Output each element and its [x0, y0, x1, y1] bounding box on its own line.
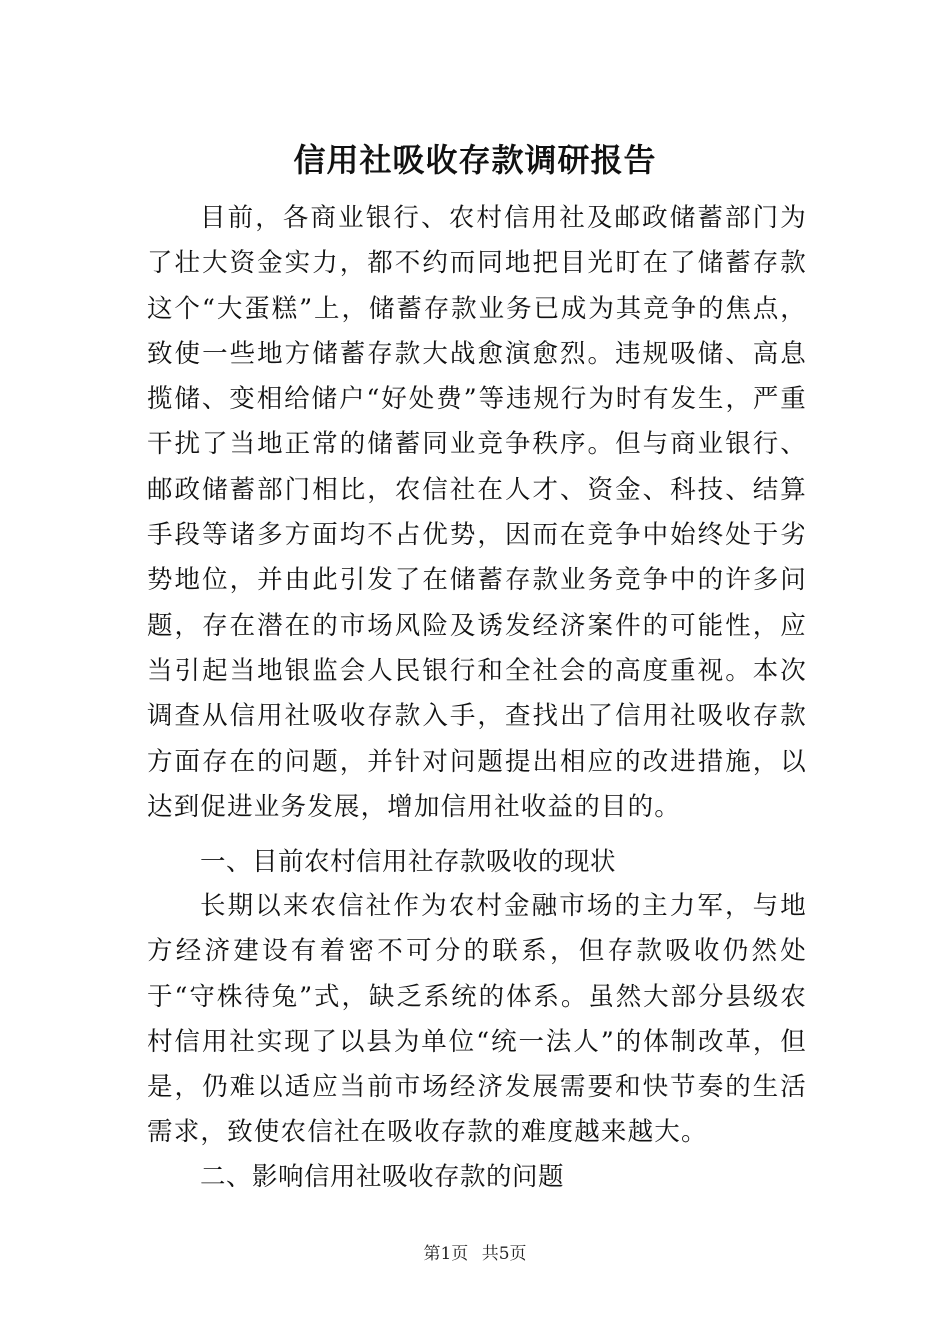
section-1-paragraph: 长期以来农信社作为农村金融市场的主力军，与地方经济建设有着密不可分的联系，但存款吸收仍然处于“守株待兔”式，缺乏系统的体系。虽然大部分县级农村信用社实现了以县为单位“统一法人”的体制改革，但是，仍难以适应当前市场经济发展需要和快节奏的生活需求，致使农信社在吸收存款的难度越来越大。: [147, 891, 807, 1148]
page-number: 第1页: [423, 1244, 469, 1264]
section-heading-1: 一、目前农村信用社存款吸收的现状: [200, 847, 617, 877]
page-footer: [0, 1242, 950, 1266]
document-title: 信用社吸收存款调研报告: [293, 141, 657, 179]
intro-paragraph: 目前，各商业银行、农村信用社及邮政储蓄部门为了壮大资金实力，都不约而同地把目光盯在了储蓄存款这个“大蛋糕”上，储蓄存款业务已成为其竞争的焦点，致使一些地方储蓄存款大战愈演愈烈。违规吸储、高息揽储、变相给储户“好处费”等违规行为时有发生，严重干扰了当地正常的储蓄同业竞争秩序。但与商业银行、邮政储蓄部门相比，农信社在人才、资金、科技、结算手段等诸多方面均不占优势，因而在竞争中始终处于劣势地位，并由此引发了在储蓄存款业务竞争中的许多问题，存在潜在的市场风险及诱发经济案件的可能性，应当引起当地银监会人民银行和全社会的高度重视。本次调查从信用社吸收存款入手，查找出了信用社吸收存款方面存在的问题，并针对问题提出相应的改进措施，以达到促进业务发展，增加信用社收益的目的。: [147, 203, 807, 822]
section-heading-2: 二、影响信用社吸收存款的问题: [200, 1162, 565, 1192]
page-total: 共5页: [481, 1244, 527, 1264]
